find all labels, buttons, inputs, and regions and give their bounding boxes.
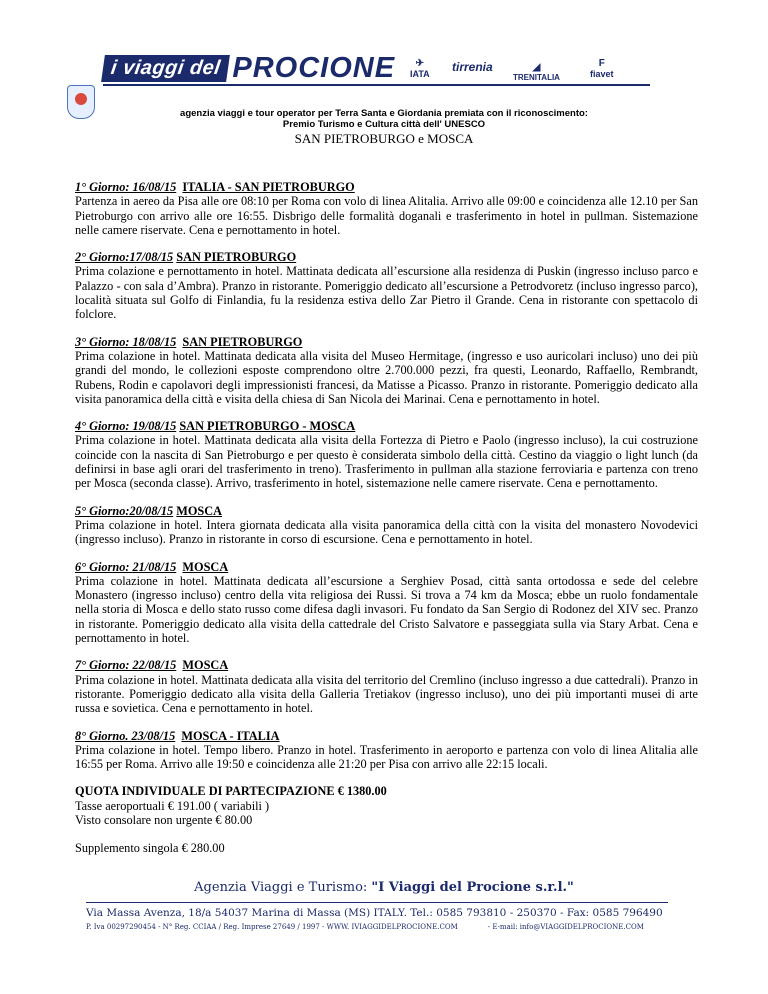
tagline-line-2: Premio Turismo e Cultura città dell' UNESCO	[282, 119, 486, 130]
day-number: 1° Giorno: 16/08/15	[75, 180, 177, 194]
day-number: 8° Giorno. 23/08/15	[75, 728, 176, 743]
single-supplement: Supplemento singola € 280.00	[75, 841, 225, 856]
day-number: 3° Giorno: 18/08/15	[75, 334, 177, 349]
day-title	[75, 250, 698, 264]
day-place: ITALIA - SAN PIETROBURGO	[182, 180, 355, 194]
day-title	[75, 658, 698, 672]
day-description: Partenza in aereo da Pisa alle ore 08:10 per Roma con volo di linea Alitalia. Arrivo alle 09:00 e coincidenza alle 12.10 per San Pietroburgo con arrivo alle ore 16:55. Disbrigo delle formalità doganali e trasferimento in hotel in pullman. Sistemazione nelle camere riservate. Cena e pernottamento in hotel.	[75, 194, 698, 237]
day-8	[75, 729, 698, 772]
day-6	[75, 560, 698, 646]
day-description: Prima colazione in hotel. Mattinata dedicata alla visita del Museo Hermitage, (ingresso e uso auricolari incluso) uno dei più grandi del mondo, le collezioni esposte comprendono oltre 2.700.000 pezzi, fra questi, Leonardo, Raffaello, Rembrandt, Rubens, Rodin e capolavori degli impressionisti francesi, da Matisse a Picasso. Pranzo in ristorante. Pomeriggio dedicato alla visita panoramica della città e visita della chiesa di San Nicola dei Marinai. Cena e pernottamento in hotel.	[75, 348, 698, 406]
day-place: MOSCA	[182, 658, 229, 673]
logo-underline	[103, 84, 650, 86]
day-2	[75, 250, 698, 321]
day-4	[75, 419, 698, 490]
airport-tax: Tasse aeroportuali € 191.00 ( variabili )	[75, 798, 270, 813]
fiavet-logo: F fiavet	[590, 58, 614, 79]
logo-right-text: PROCIONE	[232, 51, 396, 84]
day-3	[75, 335, 698, 406]
iata-logo: ✈ IATA	[410, 58, 430, 79]
footer-divider	[86, 902, 668, 903]
day-number: 7° Giorno: 22/08/15	[75, 658, 177, 673]
day-place: MOSCA	[182, 559, 229, 574]
day-title	[75, 335, 698, 349]
day-number: 5° Giorno:20/08/15	[75, 503, 174, 518]
day-7	[75, 658, 698, 715]
day-place: SAN PIETROBURGO - MOSCA	[179, 419, 356, 434]
trenitalia-logo: ◢ TRENITALIA	[513, 62, 560, 82]
day-5	[75, 504, 698, 547]
day-place: MOSCA	[176, 503, 223, 518]
day-1	[75, 180, 698, 237]
footer-address: Via Massa Avenza, 18/a 54037 Marina di Massa (MS) ITALY. Tel.: 0585 793810 - 250370 - Fax: 0585 796490	[86, 907, 663, 919]
agency-logo	[103, 53, 395, 83]
day-title	[75, 419, 698, 433]
day-description: Prima colazione in hotel. Mattinata dedicata alla visita del territorio del Cremlino (incluso ingresso a due cattedrali). Pranzo in ristorante. Pomeriggio dedicato alla visita della Galleria Tretiakov (ingresso incluso), uno dei più importanti musei di arte russa e sovietica. Cena e pernottamento in hotel.	[75, 672, 698, 716]
day-title	[75, 560, 698, 574]
price-title: QUOTA INDIVIDUALE DI PARTECIPAZIONE € 1380.00	[75, 784, 387, 799]
day-description: Prima colazione in hotel. Mattinata dedicata all’escursione a Serghiev Posad, città santa ortodossa e sede del celebre Monastero (ingresso incluso) centro della vita religiosa dei Russi. Si trova a 74 km da Mosca; ebbe un ruolo fondamentale nella storia di Mosca e dello stato russo come difesa dagli invasori. Fu fondato da San Sergio di Rodonez del XIV sec. Pranzo in ristorante. Pomeriggio dedicato alla visita della cattedrale del Cristo Salvatore e passeggiata sulla via Stary Arbat. Cena e pernottamento in hotel.	[75, 573, 698, 646]
day-number: 6° Giorno: 21/08/15	[75, 559, 177, 574]
day-number: 4° Giorno: 19/08/15	[75, 419, 177, 434]
website-link[interactable]: IVIAGGIDELPROCIONE.COM	[351, 923, 458, 931]
page-title: SAN PIETROBURGO e MOSCA	[294, 131, 474, 146]
footer-registration: P. Iva 00297290454 - N° Reg. CCIAA / Reg. Imprese 27649 / 1997 - WWW. IVIAGGIDELPROCIONE.COM - E-mail: info@VIAGGIDELPROCIONE.COM	[86, 923, 644, 931]
day-place: SAN PIETROBURGO	[176, 250, 297, 265]
day-description: Prima colazione in hotel. Intera giornata dedicata alla visita panoramica della città con la visita del monastero Novodevici (ingresso incluso). Pranzo in ristorante in corso di escursione. Cena e pernottamento in hotel.	[75, 517, 698, 547]
day-place: SAN PIETROBURGO	[182, 334, 303, 349]
day-number: 2° Giorno:17/08/15	[75, 250, 174, 265]
tagline-line-1: agenzia viaggi e tour operator per Terra Santa e Giordania premiata con il riconoscimento:	[180, 108, 588, 119]
email-link[interactable]: VIAGGIDELPROCIONE.COM	[540, 923, 644, 931]
price-section	[75, 784, 698, 855]
logo-left-text: i viaggi del	[101, 55, 230, 82]
day-title	[75, 729, 698, 743]
day-description: Prima colazione in hotel. Tempo libero. Pranzo in hotel. Trasferimento in aeroporto e partenza con volo di linea Alitalia alle 16:55 per Roma. Arrivo alle 19:50 e coincidenza alle 21:20 per Pisa con arrivo alle 22:15 locali.	[75, 742, 698, 772]
day-description: Prima colazione in hotel. Mattinata dedicata alla visita della Fortezza di Pietro e Paolo (ingresso incluso), la cui costruzione coincide con la nascita di San Pietroburgo e per questo è considerata simbolo della città. Cestino da viaggio o light lunch (da definirsi in base agli orari del trasferimento in treno). Trasferimento in pullman alla stazione ferroviaria e partenza con treno per Mosca (seconda classe). Arrivo, trasferimento in hotel, sistemazione nelle camere riservate. Cena e pernottamento.	[75, 433, 698, 491]
day-description: Prima colazione e pernottamento in hotel. Mattinata dedicata all’escursione alla residenza di Puskin (ingresso incluso parco e Palazzo - con sala d’Ambra). Pranzo in ristorante. Pomeriggio dedicato all’escursione a Petrodvoretz (incluso ingresso parco), località situata sul Golfo di Finlandia, fu la residenza estiva dello Zar Pietro il Grande. Cena in ristorante con spettacolo di folclore.	[75, 264, 698, 322]
itinerary	[75, 180, 698, 856]
day-title	[75, 180, 698, 194]
tirrenia-logo: tirrenia	[452, 60, 493, 74]
visa-fee: Visto consolare non urgente € 80.00	[75, 812, 253, 827]
footer-agency-name: Agenzia Viaggi e Turismo: "I Viaggi del Procione s.r.l."	[194, 880, 574, 895]
day-title	[75, 504, 698, 518]
day-place: MOSCA - ITALIA	[181, 728, 280, 743]
letterhead	[0, 0, 768, 146]
